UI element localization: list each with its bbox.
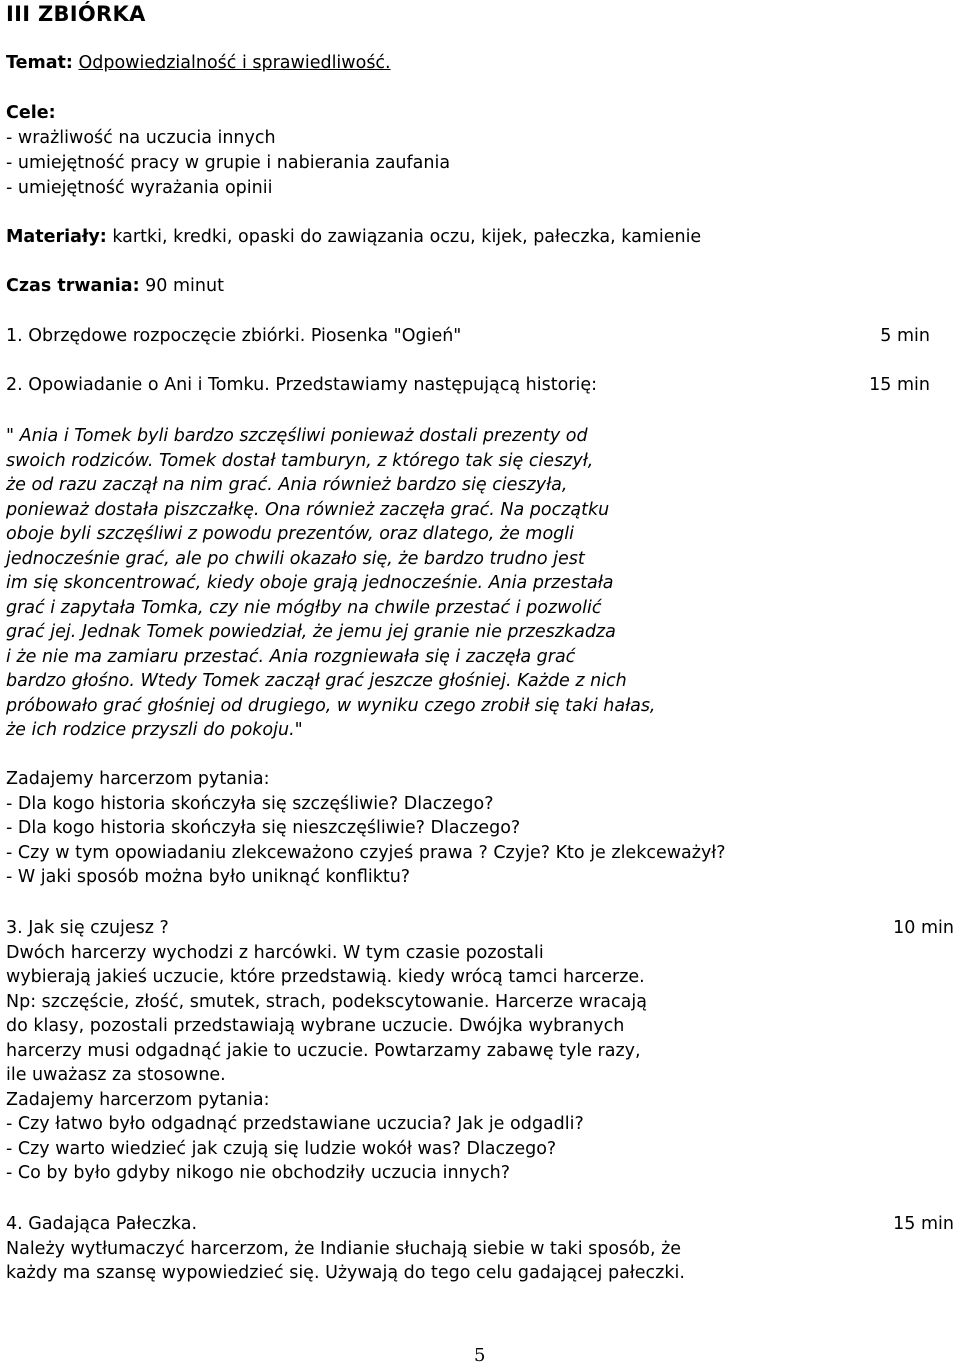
goals-label: Cele: <box>6 103 56 123</box>
story-line: próbowało grać głośniej od drugiego, w wyniku czego zrobił się taki hałas, <box>6 696 656 716</box>
section-heading: 1. Obrzędowe rozpoczęcie zbiórki. Piosenka "Ogień" <box>6 326 462 346</box>
question-line: Zadajemy harcerzom pytania: <box>6 769 270 789</box>
question-line: - Czy w tym opowiadaniu zlekceważono czyjeś prawa ? Czyje? Kto je zlekceważył? <box>6 843 726 863</box>
section-time: 15 min <box>869 375 930 395</box>
duration-line <box>6 274 224 298</box>
story-line: grać i zapytała Tomka, czy nie mógłby na chwile przestać i pozwolić <box>6 598 602 618</box>
section3-line: - Czy warto wiedzieć jak czują się ludzie wokół was? Dlaczego? <box>6 1139 557 1159</box>
story-line: oboje byli szczęśliwi z powodu prezentów, oraz dlatego, że mogli <box>6 524 575 544</box>
section-heading: 3. Jak się czujesz ? <box>6 918 169 938</box>
topic-line <box>6 51 391 75</box>
materials-value: kartki, kredki, opaski do zawiązania oczu, kijek, pałeczka, kamienie <box>106 227 702 247</box>
section-time: 10 min <box>893 918 954 938</box>
story-line: grać jej. Jednak Tomek powiedział, że jemu jej granie nie przeszkadza <box>6 622 616 642</box>
goal-item: - wrażliwość na uczucia innych <box>6 128 276 148</box>
story-line: jednocześnie grać, ale po chwili okazało się, że bardzo trudno jest <box>6 549 585 569</box>
section-time: 15 min <box>893 1214 954 1234</box>
story-line: " Ania i Tomek byli bardzo szczęśliwi ponieważ dostali prezenty od <box>6 426 588 446</box>
section3-line: - Co by było gdyby nikogo nie obchodziły uczucia innych? <box>6 1163 510 1183</box>
section4-line: każdy ma szansę wypowiedzieć się. Używają do tego celu gadającej pałeczki. <box>6 1263 685 1283</box>
story-line: ponieważ dostała piszczałkę. Ona również zaczęła grać. Na początku <box>6 500 610 520</box>
story-line: bardzo głośno. Wtedy Tomek zaczął grać jeszcze głośniej. Każde z nich <box>6 671 627 691</box>
section-time: 5 min <box>880 326 930 346</box>
materials-line <box>6 225 701 249</box>
duration-label: Czas trwania: <box>6 276 140 296</box>
section-heading: 4. Gadająca Pałeczka. <box>6 1214 198 1234</box>
story-line: że od razu zaczął na nim grać. Ania również bardzo się cieszyła, <box>6 475 568 495</box>
goal-item: - umiejętność pracy w grupie i nabierania zaufania <box>6 153 451 173</box>
question-line: - W jaki sposób można było uniknąć konfliktu? <box>6 867 411 887</box>
page-title: III ZBIÓRKA <box>6 2 146 26</box>
story-line: i że nie ma zamiaru przestać. Ania rozgniewała się i zaczęła grać <box>6 647 576 667</box>
question-line: - Dla kogo historia skończyła się szczęśliwie? Dlaczego? <box>6 794 494 814</box>
page-number: 5 <box>474 1345 486 1366</box>
section3-line: Dwóch harcerzy wychodzi z harcówki. W tym czasie pozostali <box>6 943 544 963</box>
question-line: - Dla kogo historia skończyła się nieszczęśliwie? Dlaczego? <box>6 818 521 838</box>
section3-line: wybierają jakieś uczucie, które przedstawią. kiedy wrócą tamci harcerze. <box>6 967 645 987</box>
story-line: że ich rodzice przyszli do pokoju." <box>6 720 303 740</box>
section4-line: Należy wytłumaczyć harcerzom, że Indianie słuchają siebie w taki sposób, że <box>6 1239 682 1259</box>
section3-line: - Czy łatwo było odgadnąć przedstawiane uczucia? Jak je odgadli? <box>6 1114 584 1134</box>
topic-value: Odpowiedzialność i sprawiedliwość. <box>78 53 391 73</box>
goal-item: - umiejętność wyrażania opinii <box>6 178 273 198</box>
section3-line: Np: szczęście, złość, smutek, strach, podekscytowanie. Harcerze wracają <box>6 992 647 1012</box>
section3-line: ile uważasz za stosowne. <box>6 1065 226 1085</box>
topic-label: Temat: <box>6 53 73 73</box>
section3-line: do klasy, pozostali przedstawiają wybrane uczucie. Dwójka wybranych <box>6 1016 625 1036</box>
story-line: swoich rodziców. Tomek dostał tamburyn, z którego tak się cieszył, <box>6 451 594 471</box>
materials-label: Materiały: <box>6 227 107 247</box>
section3-line: harcerzy musi odgadnąć jakie to uczucie. Powtarzamy zabawę tyle razy, <box>6 1041 641 1061</box>
section3-line: Zadajemy harcerzom pytania: <box>6 1090 270 1110</box>
section-heading: 2. Opowiadanie o Ani i Tomku. Przedstawiamy następującą historię: <box>6 375 598 395</box>
duration-value: 90 minut <box>139 276 224 296</box>
story-line: im się skoncentrować, kiedy oboje grają jednocześnie. Ania przestała <box>6 573 614 593</box>
